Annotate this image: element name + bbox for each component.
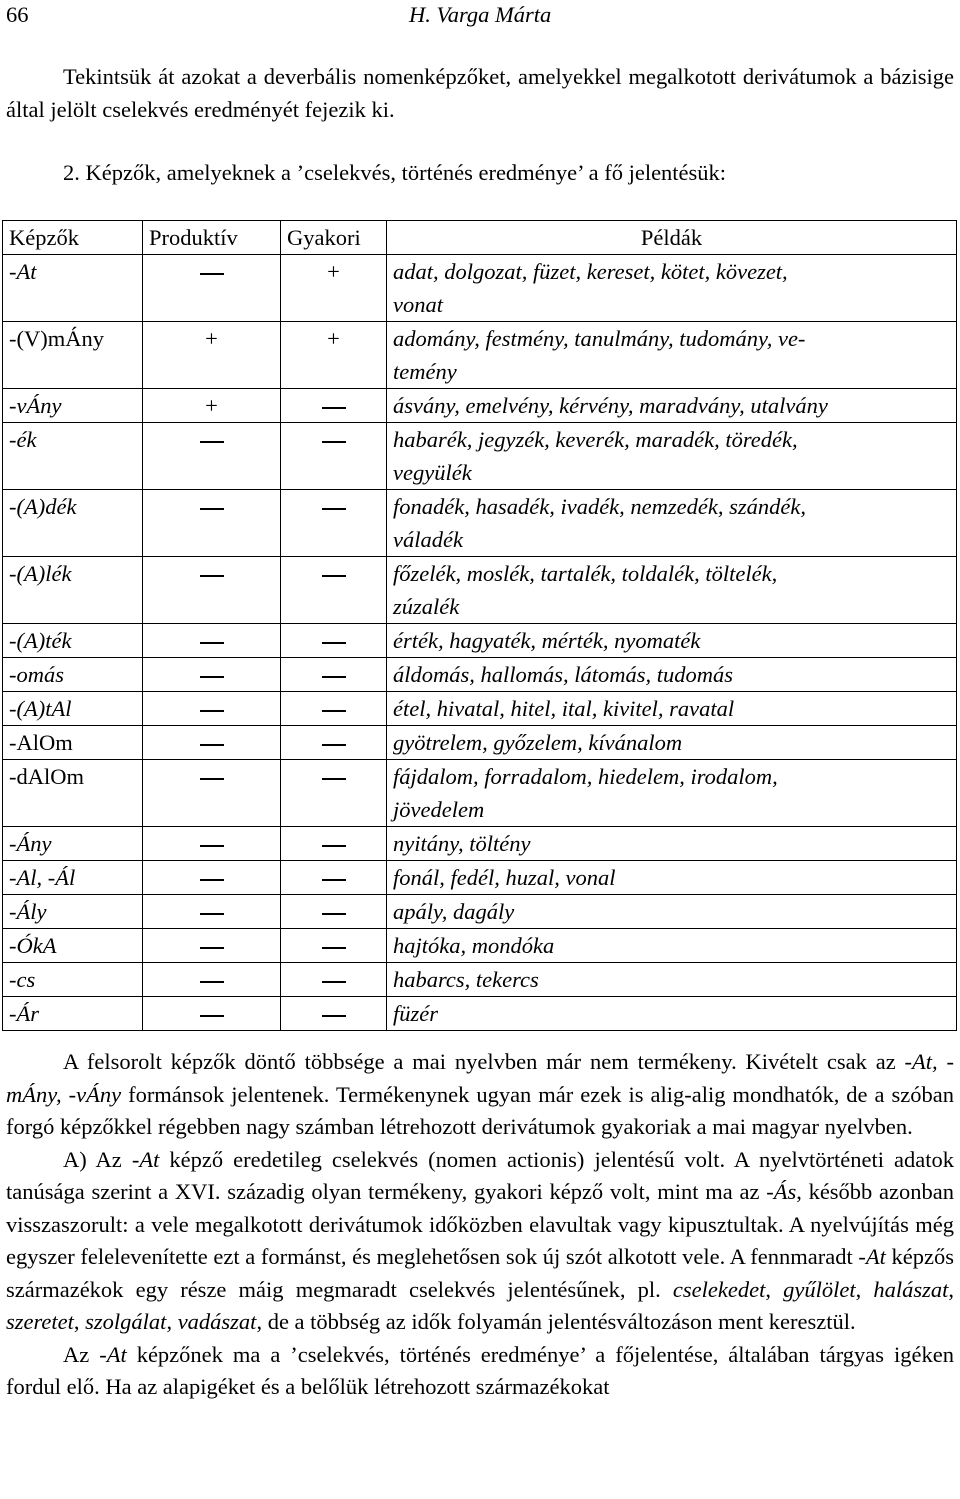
frequent-cell [281,861,387,895]
examples-cell [387,255,957,322]
suffix-table [2,220,957,1031]
productive-cell [143,557,281,624]
productive-cell [143,624,281,658]
intro-paragraph: Tekintsük át azokat a deverbális nomenképzőket, amelyekkel megalkotott derivátumok a bázisige által jelölt cselekvés eredményét fejezik ki. [6,64,954,122]
text-run: , később azonban visszaszorult: a vele megalkotott derivátumok időközben elavultak vagy kipusztultak. A nyelvújítás még egyszer felelevenítette ezt a formánst, és meglehetősen sok új szót alkotott vele. A fennmaradt [6,1179,954,1269]
table-row [3,490,957,557]
example-line: áldomás, hallomás, látomás, tudomás [393,662,734,687]
dash-mark [200,575,224,577]
table-row [3,255,957,322]
body-text [6,1046,954,1404]
italic-term: vadászat [177,1309,257,1334]
section-heading: 2. Képzők, amelyeknek a ’cselekvés, történés eredménye’ a fő jelentésük: [63,160,727,185]
text-run: , [948,1276,955,1302]
frequent-cell [281,726,387,760]
text-run: formánsok jelentenek. Termékenynek ugyan már ezek is alig-alig mondhatók, de a szóban forgó képzőkkel régebben nagy számban létrehozott derivátumok gyakoriak a mai magyar nyelvben. [6,1081,955,1139]
productive-cell: + [143,322,281,389]
frequent-cell: + [281,322,387,389]
dash-mark [200,710,224,712]
dash-mark [200,1015,224,1017]
example-line: apály, dagály [393,899,515,924]
examples-cell [387,760,957,827]
table-row [3,322,957,389]
table-row [3,423,957,490]
table-row [3,827,957,861]
frequent-cell [281,658,387,692]
dash-mark [200,913,224,915]
dash-mark [322,575,346,577]
dash-mark [200,845,224,847]
header-suffixes: Képzők [3,221,143,255]
dash-mark [322,642,346,644]
text-run: A) Az [63,1146,132,1172]
productive-cell [143,490,281,557]
italic-term: -Ás [766,1179,797,1204]
example-line: fájdalom, forradalom, hiedelem, irodalom, [393,764,778,789]
suffix-cell: -vÁny [3,389,143,423]
example-line: temény [393,359,457,384]
examples-cell [387,827,957,861]
page-header [6,2,954,30]
examples-cell [387,389,957,423]
frequent-cell [281,963,387,997]
suffix-cell: -(A)dék [3,490,143,557]
dash-mark [322,947,346,949]
body-paragraph [6,1144,954,1339]
suffix-cell: -ÓkA [3,929,143,963]
examples-cell [387,692,957,726]
example-line: fonadék, hasadék, ivadék, nemzedék, szándék, [393,494,806,519]
examples-cell [387,423,957,490]
italic-term: halászat [873,1276,949,1302]
productive-cell [143,895,281,929]
frequent-cell [281,624,387,658]
frequent-cell [281,389,387,423]
examples-cell [387,997,957,1031]
table-row [3,760,957,827]
example-line: fonál, fedél, huzal, vonal [393,865,616,890]
table-header-row [3,221,957,255]
frequent-cell: + [281,255,387,322]
example-line: főzelék, moslék, tartalék, toldalék, töltelék, [393,561,778,586]
dash-mark [200,981,224,983]
italic-term: szeretet [6,1309,74,1334]
productive-cell [143,255,281,322]
dash-mark [322,676,346,678]
dash-mark [200,273,224,275]
dash-mark [200,879,224,881]
dash-mark [322,710,346,712]
suffix-cell: -AlOm [3,726,143,760]
productive-cell [143,760,281,827]
example-line: vegyülék [393,460,472,485]
frequent-cell [281,929,387,963]
table-row [3,557,957,624]
productive-cell [143,997,281,1031]
example-line: habarék, jegyzék, keverék, maradék, töredék, [393,427,798,452]
dash-mark [322,441,346,443]
example-line: adat, dolgozat, füzet, kereset, kötet, kövezet, [393,259,788,284]
dash-mark [200,676,224,678]
text-run: A felsorolt képzők döntő többsége a mai nyelvben már nem termékeny. Kivételt csak az [63,1049,905,1074]
text-run: képzős származékok egy része máig megmaradt cselekvés jelentésűnek, pl. [6,1244,954,1302]
italic-term: gyűlölet [783,1276,856,1302]
examples-cell [387,624,957,658]
header-productive: Produktív [143,221,281,255]
italic-term: -At [131,1146,160,1172]
header-examples: Példák [387,221,957,255]
table-row [3,997,957,1031]
example-line: adomány, festmény, tanulmány, tudomány, ve- [393,326,806,351]
dash-mark [200,642,224,644]
body-paragraph [6,1046,954,1144]
dash-mark [200,441,224,443]
dash-mark [322,981,346,983]
suffix-cell: -At [3,255,143,322]
dash-mark [322,744,346,746]
table-row [3,895,957,929]
dash-mark [322,508,346,510]
body-paragraph [6,1339,954,1404]
frequent-cell [281,895,387,929]
text-run: , [73,1309,86,1334]
text-run: , [855,1276,874,1302]
productive-cell [143,726,281,760]
dash-mark [322,1015,346,1017]
examples-cell [387,322,957,389]
frequent-cell [281,760,387,827]
text-run: , [765,1276,784,1302]
italic-term: -At [99,1341,127,1367]
dash-mark [322,845,346,847]
dash-mark [200,947,224,949]
dash-mark [322,407,346,409]
productive-cell [143,423,281,490]
examples-cell [387,861,957,895]
example-line: habarcs, tekercs [393,967,539,992]
productive-cell: + [143,389,281,423]
example-line: ásvány, emelvény, kérvény, maradvány, utalvány [393,393,828,418]
table-row [3,963,957,997]
example-line: váladék [393,527,463,552]
productive-cell [143,929,281,963]
suffix-cell: -cs [3,963,143,997]
suffix-cell: -(A)lék [3,557,143,624]
table-row [3,658,957,692]
suffix-cell: -dAlOm [3,760,143,827]
text-run: képzőnek ma a ’cselekvés, történés eredménye’ a főjelentése, általában tárgyas igéken fordul elő. Ha az alapigéket és a belőlük létrehozott származékokat [6,1341,954,1399]
text-run: képző eredetileg cselekvés (nomen actionis) jelentésű volt. A nyelvtörténeti adatok tanúsága szerint a XVI. századig olyan termékeny, gyakori képző volt, mint ma az [6,1146,954,1204]
dash-mark [322,879,346,881]
table-row [3,624,957,658]
table-row [3,692,957,726]
dash-mark [200,744,224,746]
example-line: zúzalék [393,594,460,619]
examples-cell [387,557,957,624]
text-run: , [166,1309,178,1334]
example-line: hajtóka, mondóka [393,933,555,958]
frequent-cell [281,557,387,624]
examples-cell [387,963,957,997]
page-number: 66 [6,2,29,27]
dash-mark [200,778,224,780]
examples-cell [387,726,957,760]
table-row [3,726,957,760]
italic-term: -At, -mÁny, -vÁny [6,1049,954,1107]
table-row [3,861,957,895]
italic-term: -At [858,1244,886,1269]
example-line: füzér [393,1001,438,1026]
suffix-cell: -Al, -Ál [3,861,143,895]
suffix-cell: -(A)ték [3,624,143,658]
productive-cell [143,658,281,692]
examples-cell [387,929,957,963]
running-head: H. Varga Márta [409,2,552,27]
frequent-cell [281,997,387,1031]
productive-cell [143,827,281,861]
italic-term: szolgálat [85,1309,167,1334]
suffix-cell: -Ály [3,895,143,929]
dash-mark [200,508,224,510]
suffix-cell: -Ány [3,827,143,861]
suffix-cell: -ék [3,423,143,490]
example-line: nyitány, töltény [393,831,531,856]
text-run: , de a többség az idők folyamán jelentésváltozáson ment keresztül. [256,1309,856,1334]
frequent-cell [281,423,387,490]
dash-mark [322,913,346,915]
table-body [3,255,957,1031]
frequent-cell [281,692,387,726]
examples-cell [387,490,957,557]
dash-mark [322,778,346,780]
examples-cell [387,658,957,692]
suffix-cell: -Ár [3,997,143,1031]
example-line: vonat [393,292,443,317]
frequent-cell [281,827,387,861]
productive-cell [143,963,281,997]
examples-cell [387,895,957,929]
table-row [3,389,957,423]
productive-cell [143,692,281,726]
header-frequent: Gyakori [281,221,387,255]
italic-term: cselekedet [672,1276,766,1302]
suffix-cell: -(A)tAl [3,692,143,726]
example-line: gyötrelem, győzelem, kívánalom [393,730,683,755]
table-row [3,929,957,963]
example-line: jövedelem [393,797,485,822]
productive-cell [143,861,281,895]
example-line: étel, hivatal, hitel, ital, kivitel, ravatal [393,696,735,721]
suffix-cell: -(V)mÁny [3,322,143,389]
example-line: érték, hagyaték, mérték, nyomaték [393,628,701,653]
frequent-cell [281,490,387,557]
suffix-cell: -omás [3,658,143,692]
text-run: Az [63,1341,100,1367]
